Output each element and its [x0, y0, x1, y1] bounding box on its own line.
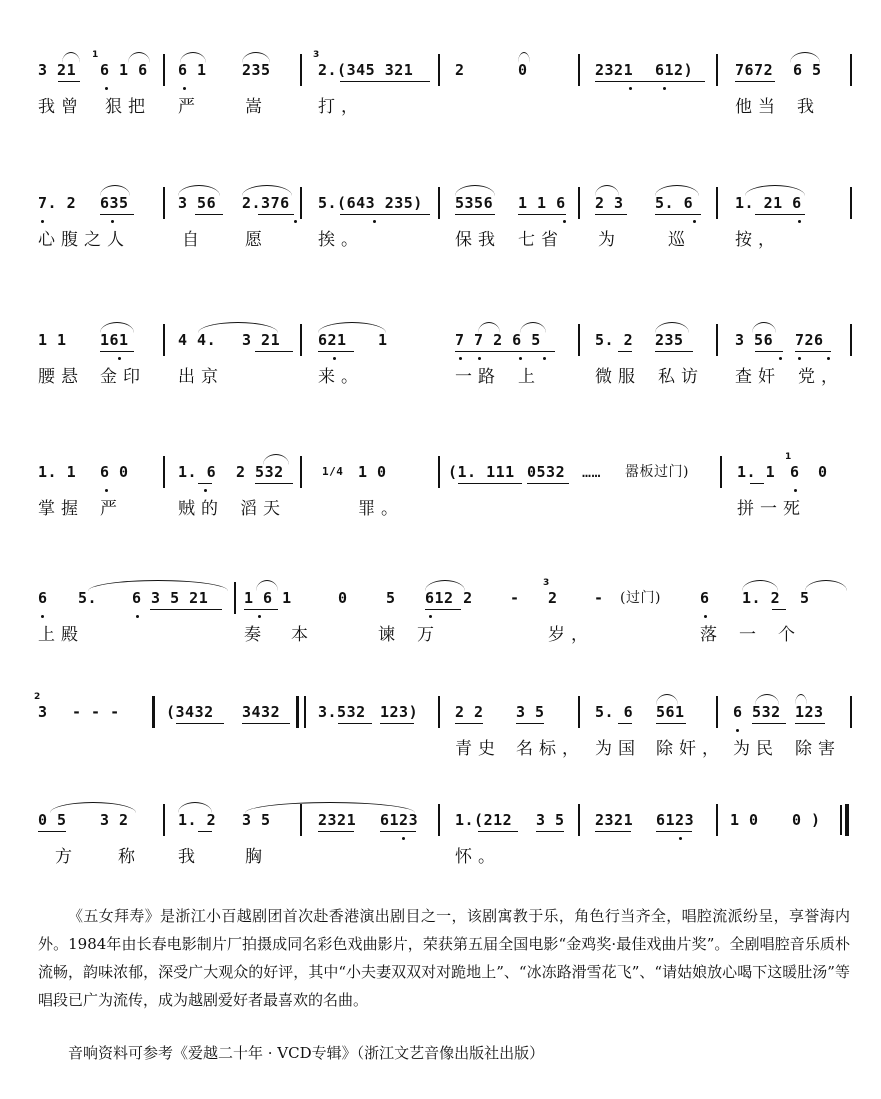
note-group: 3 56	[178, 194, 217, 212]
underline	[455, 214, 495, 215]
lyric: 心腹之人	[38, 230, 130, 250]
low-octave-dot	[183, 87, 186, 90]
low-octave-dot	[136, 615, 139, 618]
final-barline	[845, 804, 849, 836]
slur	[520, 322, 546, 333]
underline	[752, 723, 786, 724]
underline	[318, 831, 354, 832]
note-group: 1 6 1	[244, 589, 292, 607]
lyric: 挨。	[318, 230, 364, 250]
lyric: 为国	[595, 739, 641, 759]
repeat-end	[296, 696, 299, 728]
slur	[263, 454, 289, 465]
note-group: 1.(212	[455, 811, 513, 829]
underline	[735, 81, 775, 82]
lyric: 贼的	[178, 499, 224, 519]
note-group: 7. 2	[38, 194, 77, 212]
note-group: 6 0	[100, 463, 129, 481]
low-octave-dot	[402, 837, 405, 840]
underline	[258, 214, 294, 215]
low-octave-dot	[629, 87, 632, 90]
underline	[338, 723, 372, 724]
note-group: ……	[582, 463, 602, 481]
lyric: 罪。	[358, 499, 404, 519]
note-group: - - -	[72, 703, 120, 721]
note-group: 1. 21 6	[735, 194, 802, 212]
lyrics-row	[0, 494, 881, 524]
lyric: 岁，	[548, 625, 594, 645]
audio-reference: 音响资料可参考《爱越二十年 · VCD专辑》（浙江文艺音像出版社出版）	[68, 1044, 545, 1062]
note-group: 5	[386, 589, 396, 607]
barline	[716, 804, 718, 836]
grace-note: 2	[34, 692, 41, 702]
barline	[578, 187, 580, 219]
low-octave-dot	[543, 357, 546, 360]
lyric: 青史	[455, 739, 501, 759]
note-group: 612)	[655, 61, 694, 79]
low-octave-dot	[519, 357, 522, 360]
underline	[340, 214, 430, 215]
underline	[255, 351, 293, 352]
low-octave-dot	[333, 357, 336, 360]
note-group: 123)	[380, 703, 419, 721]
score-system-5	[0, 578, 881, 678]
barline	[234, 582, 236, 614]
note-group: (过门)	[620, 590, 661, 606]
note-group: 2.376	[242, 194, 290, 212]
lyric: 我曾	[38, 97, 84, 117]
note-group: 1. 2	[742, 589, 781, 607]
barline	[578, 324, 580, 356]
underline	[795, 723, 825, 724]
lyric: 七省	[518, 230, 564, 250]
note-group: (3432	[166, 703, 214, 721]
slur	[100, 322, 134, 333]
note-group: 3 5	[516, 703, 545, 721]
barline	[850, 54, 852, 86]
underline	[750, 483, 764, 484]
lyric: 方	[55, 847, 78, 867]
lyric: 狠把	[105, 97, 151, 117]
barline	[578, 696, 580, 728]
low-octave-dot	[105, 87, 108, 90]
low-octave-dot	[679, 837, 682, 840]
lyrics-row	[0, 362, 881, 392]
underline	[380, 831, 416, 832]
score-system-6	[0, 692, 881, 792]
lyric: 来。	[318, 367, 364, 387]
lyric: 除害	[795, 739, 841, 759]
grace-note: 1	[785, 452, 792, 462]
note-group: 3 56	[735, 331, 774, 349]
note-group: 6	[700, 589, 710, 607]
barline	[300, 54, 302, 86]
underline	[595, 214, 627, 215]
lyric: 除奸，	[656, 739, 725, 759]
barline	[438, 456, 440, 488]
lyric: 出京	[178, 367, 224, 387]
note-group: 3 5	[536, 811, 565, 829]
low-octave-dot	[563, 220, 566, 223]
lyric: 奏本	[244, 625, 338, 645]
barline	[304, 696, 306, 728]
note-group: 3.532	[318, 703, 366, 721]
low-octave-dot	[41, 615, 44, 618]
underline	[772, 609, 786, 610]
lyrics-row	[0, 225, 881, 255]
underline	[198, 483, 212, 484]
lyric: 称	[118, 847, 141, 867]
lyric: 自	[182, 230, 205, 250]
lyric: 胸	[245, 847, 268, 867]
note-group: 1 1	[38, 331, 67, 349]
barline	[438, 187, 440, 219]
underline	[595, 81, 705, 82]
notes-row	[0, 320, 881, 360]
barline	[716, 54, 718, 86]
lyrics-row	[0, 734, 881, 764]
notes-row	[0, 692, 881, 732]
underline	[755, 351, 783, 352]
note-group: 1. 2	[178, 811, 217, 829]
note-group: 612 2	[425, 589, 473, 607]
barline	[716, 187, 718, 219]
low-octave-dot	[794, 489, 797, 492]
underline	[242, 723, 290, 724]
barline	[850, 696, 852, 728]
underline	[458, 483, 522, 484]
note-group: 1	[378, 331, 388, 349]
underline	[655, 214, 701, 215]
underline	[656, 831, 692, 832]
underline	[380, 723, 414, 724]
note-group: 6 5	[793, 61, 822, 79]
note-group: 5.	[78, 589, 98, 607]
lyric: 一路	[455, 367, 501, 387]
low-octave-dot	[118, 357, 121, 360]
note-group: 6123	[656, 811, 695, 829]
underline	[518, 214, 566, 215]
note-group: 561	[656, 703, 685, 721]
note-group: 6	[38, 589, 48, 607]
lyric: 腰悬	[38, 367, 84, 387]
low-octave-dot	[41, 220, 44, 223]
lyrics-row	[0, 92, 881, 122]
notes-row	[0, 578, 881, 618]
score-system-7	[0, 800, 881, 900]
note-group: 5.(643 235)	[318, 194, 423, 212]
lyric: 查奸	[735, 367, 781, 387]
notes-row	[0, 50, 881, 90]
barline	[716, 324, 718, 356]
lyric: 党，	[798, 367, 844, 387]
note-group: 5. 2	[595, 331, 634, 349]
underline	[38, 831, 66, 832]
low-octave-dot	[798, 357, 801, 360]
note-group: 5356	[455, 194, 494, 212]
lyric: 拼一死	[737, 499, 806, 519]
barline	[163, 456, 165, 488]
note-group: 0 5	[38, 811, 67, 829]
note-group: 5	[800, 589, 810, 607]
note-group: 0	[818, 463, 828, 481]
barline	[438, 696, 440, 728]
note-group: 4 4.	[178, 331, 217, 349]
underline	[176, 723, 224, 724]
low-octave-dot	[693, 220, 696, 223]
underline	[755, 214, 805, 215]
note-group: 2321	[318, 811, 357, 829]
underline	[425, 609, 461, 610]
lyric: 为	[598, 230, 621, 250]
lyric: 微服	[595, 367, 641, 387]
note-group: 2	[455, 61, 465, 79]
underline	[527, 483, 569, 484]
note-group: 0	[338, 589, 348, 607]
underline	[795, 351, 831, 352]
slur	[518, 52, 530, 63]
score-system-4	[0, 452, 881, 552]
lyric: 谏万	[378, 625, 456, 645]
note-group: 0532	[527, 463, 566, 481]
lyric: 落一个	[700, 625, 817, 645]
barline	[578, 804, 580, 836]
barline	[850, 187, 852, 219]
note-group: 6 1	[178, 61, 207, 79]
barline	[716, 696, 718, 728]
note-group: 0	[518, 61, 528, 79]
underline	[536, 831, 564, 832]
note-group: 1. 6	[178, 463, 217, 481]
lyric: 私访	[658, 367, 704, 387]
low-octave-dot	[294, 220, 297, 223]
barline	[300, 456, 302, 488]
note-group: 3 5	[242, 811, 271, 829]
low-octave-dot	[105, 489, 108, 492]
note-group: 3 21	[38, 61, 77, 79]
note-group: 726	[795, 331, 824, 349]
note-group: 6 3 5 21	[132, 589, 209, 607]
barline	[163, 324, 165, 356]
note-group: 3 21	[242, 331, 281, 349]
underline	[455, 351, 555, 352]
note-group: 1/4	[322, 465, 344, 478]
note-group: 2 2	[455, 703, 484, 721]
underline	[618, 351, 632, 352]
lyric: 上	[518, 367, 541, 387]
underline	[198, 831, 212, 832]
underline	[340, 81, 430, 82]
lyric: 按，	[735, 230, 781, 250]
note-group: 5. 6	[595, 703, 634, 721]
low-octave-dot	[429, 615, 432, 618]
low-octave-dot	[204, 489, 207, 492]
underline	[656, 723, 686, 724]
low-octave-dot	[459, 357, 462, 360]
notes-row	[0, 452, 881, 492]
notes-row	[0, 800, 881, 840]
note-group: 6123	[380, 811, 419, 829]
note-group: 635	[100, 194, 129, 212]
low-octave-dot	[779, 357, 782, 360]
underline	[100, 214, 134, 215]
underline	[150, 609, 222, 610]
barline	[850, 324, 852, 356]
grace-note: 3	[543, 578, 550, 588]
slur	[62, 52, 80, 63]
score-system-3	[0, 320, 881, 420]
lyric: 打，	[318, 97, 364, 117]
lyrics-row	[0, 842, 881, 872]
note-group: 5. 6	[655, 194, 694, 212]
barline	[163, 187, 165, 219]
low-octave-dot	[798, 220, 801, 223]
lyric: 愿	[245, 230, 268, 250]
underline	[255, 483, 293, 484]
barline	[163, 804, 165, 836]
note-group: 2 3	[595, 194, 624, 212]
underline	[318, 351, 354, 352]
lyrics-row	[0, 620, 881, 650]
note-group: 6 532	[733, 703, 781, 721]
underline	[478, 831, 518, 832]
note-group: 1 0	[358, 463, 387, 481]
barline	[438, 54, 440, 86]
lyric: 保我	[455, 230, 501, 250]
note-group: 3 2	[100, 811, 129, 829]
lyric: 金印	[100, 367, 146, 387]
note-group: 1. 1	[38, 463, 77, 481]
note-group: 2321	[595, 61, 634, 79]
lyric: 上殿	[38, 625, 84, 645]
note-group: 2.(345 321	[318, 61, 414, 79]
underline	[618, 723, 632, 724]
lyric: 为民	[733, 739, 779, 759]
score-system-1	[0, 50, 881, 150]
low-octave-dot	[736, 729, 739, 732]
low-octave-dot	[478, 357, 481, 360]
underline	[195, 214, 223, 215]
low-octave-dot	[663, 87, 666, 90]
note-group: 嚣板过门)	[625, 464, 689, 480]
note-group: -	[510, 589, 520, 607]
lyric: 我	[797, 97, 820, 117]
low-octave-dot	[373, 220, 376, 223]
grace-note: 3	[313, 50, 320, 60]
barline	[300, 187, 302, 219]
note-group: 1 0	[730, 811, 759, 829]
note-group: 621	[318, 331, 347, 349]
lyric: 巡	[668, 230, 691, 250]
note-group: 7672	[735, 61, 774, 79]
description-paragraph: 《五女拜寿》是浙江小百越剧团首次赴香港演出剧目之一，该剧寓教于乐，角色行当齐全，唱腔流派纷呈，享誉海内外。1984年由长春电影制片厂拍摄成同名彩色戏曲影片，荣获第五届全国电影“金鸡奖·最佳戏曲片奖”。全剧唱腔音乐质朴流畅，韵味浓郁，深受广大观众的好评，其中“小夫妻双双对对跪地上”、“冰冻路滑雪花飞”、“请姑娘放心喝下这暖肚汤”等唱段已广为流传，成为越剧爱好者最喜欢的名曲。	[38, 907, 850, 1009]
low-octave-dot	[827, 357, 830, 360]
notes-row	[0, 183, 881, 223]
grace-note: 1	[92, 50, 99, 60]
lyric: 他当	[735, 97, 781, 117]
low-octave-dot	[258, 615, 261, 618]
lyric: 我	[178, 847, 201, 867]
note-group: 123	[795, 703, 824, 721]
lyric: 名标，	[516, 739, 585, 759]
note-group: 6	[790, 463, 800, 481]
lyric: 嵩	[245, 97, 268, 117]
slur	[805, 580, 847, 591]
underline	[100, 351, 134, 352]
underline	[516, 723, 544, 724]
note-group: -	[594, 589, 604, 607]
note-group: 3432	[242, 703, 281, 721]
note-group: 3	[38, 703, 48, 721]
note-group: 7 7 2 6 5	[455, 331, 541, 349]
underline	[58, 81, 80, 82]
lyric: 怀。	[455, 847, 501, 867]
barline	[163, 54, 165, 86]
low-octave-dot	[704, 615, 707, 618]
note-group: 2	[548, 589, 558, 607]
score-system-2	[0, 183, 881, 283]
note-group: 161	[100, 331, 129, 349]
note-group: 2321	[595, 811, 634, 829]
lyric: 滔天	[240, 499, 286, 519]
barline	[300, 324, 302, 356]
lyric: 严	[178, 97, 201, 117]
low-octave-dot	[111, 220, 114, 223]
underline	[244, 609, 278, 610]
slur	[655, 322, 689, 333]
note-group: 2 532	[236, 463, 284, 481]
lyric: 掌握	[38, 499, 84, 519]
lyric: 严	[100, 499, 123, 519]
note-group: 235	[242, 61, 271, 79]
barline	[720, 456, 722, 488]
note-group: 0 )	[792, 811, 821, 829]
underline	[455, 723, 483, 724]
barline	[438, 804, 440, 836]
underline	[655, 351, 693, 352]
note-group: (1. 111	[448, 463, 515, 481]
note-group: 1. 1	[737, 463, 776, 481]
repeat-start	[152, 696, 155, 728]
note-group: 6 1 6	[100, 61, 148, 79]
barline	[578, 54, 580, 86]
note-group: 235	[655, 331, 684, 349]
note-group: 1 1 6	[518, 194, 566, 212]
underline	[595, 831, 631, 832]
